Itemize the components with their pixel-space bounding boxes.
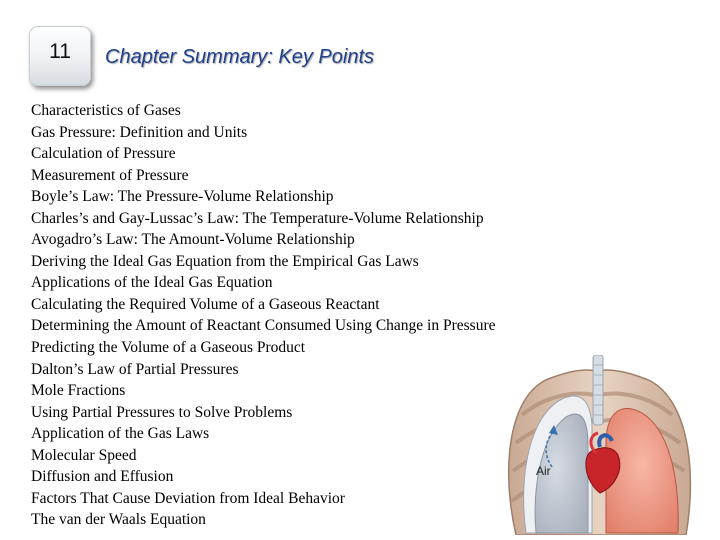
list-item: Calculation of Pressure xyxy=(31,145,176,163)
list-item: Predicting the Volume of a Gaseous Product xyxy=(31,339,306,357)
list-item: Dalton’s Law of Partial Pressures xyxy=(31,360,239,378)
list-item: Gas Pressure: Definition and Units xyxy=(31,123,248,141)
list-item: Determining the Amount of Reactant Consumed Using Change in Pressure xyxy=(31,317,496,335)
list-item: Molecular Speed xyxy=(31,446,137,464)
key-points-list xyxy=(31,100,496,531)
list-item: Measurement of Pressure xyxy=(31,166,189,184)
list-item: Deriving the Ideal Gas Equation from the Empirical Gas Laws xyxy=(31,252,419,270)
list-item: Calculating the Required Volume of a Gaseous Reactant xyxy=(31,295,380,313)
list-item: Charles’s and Gay-Lussac’s Law: The Temperature-Volume Relationship xyxy=(31,209,484,227)
list-item: Avogadro’s Law: The Amount-Volume Relationship xyxy=(31,231,355,249)
list-item: Factors That Cause Deviation from Ideal Behavior xyxy=(31,489,345,507)
chapter-number: 11 xyxy=(49,40,71,63)
list-item: The van der Waals Equation xyxy=(31,511,206,529)
list-item: Characteristics of Gases xyxy=(31,102,181,119)
page-title: Chapter Summary: Key Points xyxy=(105,46,374,68)
list-item: Diffusion and Effusion xyxy=(31,468,174,486)
chapter-number-badge xyxy=(29,26,91,86)
list-item: Using Partial Pressures to Solve Problems xyxy=(31,403,293,421)
list-item: Mole Fractions xyxy=(31,382,126,400)
air-label: Air xyxy=(536,464,551,478)
list-item: Applications of the Ideal Gas Equation xyxy=(31,274,273,292)
list-item: Application of the Gas Laws xyxy=(31,425,210,443)
list-item: Boyle’s Law: The Pressure-Volume Relationship xyxy=(31,188,334,206)
lungs-illustration xyxy=(496,355,702,535)
